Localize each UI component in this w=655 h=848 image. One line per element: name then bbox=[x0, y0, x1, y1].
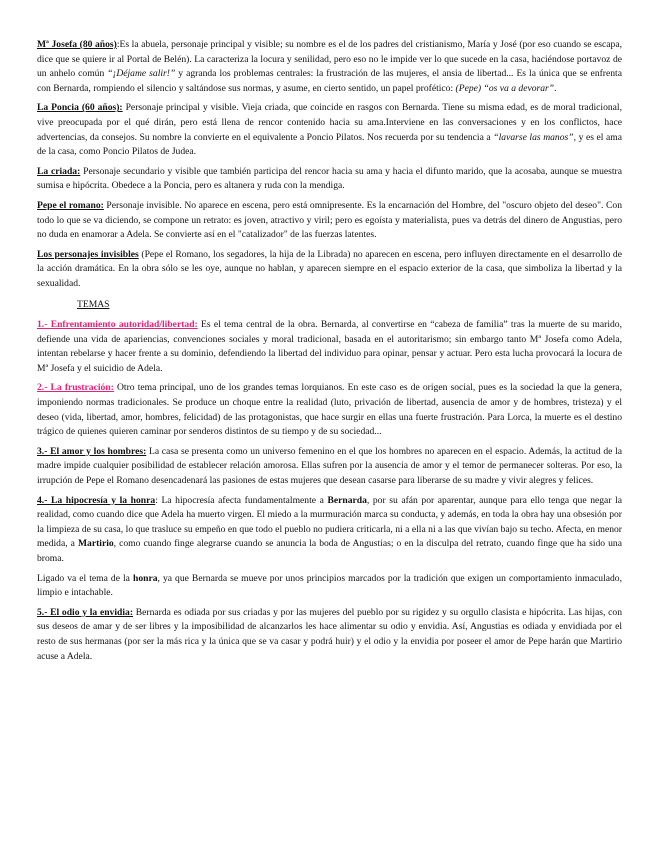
text: Personaje principal y visible. Vieja criada, que coincide en rasgos con Bernarda. Tiene su misma edad, es de moral tradicional, vive preocupada por el qué dirán, pero está llena de rencor contenido hacia su ama.Interviene en las conversaciones y en los conflictos, hace advertencias, da consejos. Su nombre la convierte en el equivalente a Poncio Pilatos. Nos recuerda por su tendencia a bbox=[37, 102, 622, 143]
quote: “¡Déjame salir!” bbox=[107, 68, 176, 80]
paragraph-tema-1 bbox=[37, 318, 622, 376]
paragraph-invisibles bbox=[37, 248, 622, 292]
heading-maria-josefa: Mª Josefa (80 años) bbox=[37, 39, 117, 50]
bold-term: Martirio bbox=[77, 538, 114, 550]
text: Ligado va el tema de la bbox=[37, 572, 133, 584]
heading-criada: La criada: bbox=[37, 165, 81, 177]
text: Es el tema central de la obra. Bernarda, al convertirse en “cabeza de familia” tras la muerte de su marido, defiende una vida de apariencias, convenciones sociales y moral tradicional, basada en el autoritarismo; sin embargo tanto Mª Josefa como Adela, intentan rebelarse y hacer frente a su dominio, defendiendo la libertad del individuo para opinar, pensar y actuar. Pero esta lucha provocará la locura de Mª Josefa y el suicidio de Adela. bbox=[37, 319, 623, 374]
bold-term: honra bbox=[132, 572, 158, 584]
paragraph-tema-2 bbox=[37, 381, 622, 439]
text: Otro tema principal, uno de los grandes temas lorquianos. En este caso es de origen social, pues es la sociedad la que la genera, imponiendo normas tradicionales. Se produce un choque entre la realidad (luto, privación de libertad, ausencia de amor y de hombres, tristeza) y el deseo (vida, libertad, amor, hombres, felicidad) de las protagonistas, que hace surgir en ellas una fuerte frustración. Para Lorca, la muerte es el destino trágico de quienes quieren caminar por senderos distintos de su tiempo y de su sociedad... bbox=[37, 382, 622, 438]
heading-tema-4: 4.- La hipocresía y la honra bbox=[37, 494, 156, 506]
text: (Pepe el Romano, los segadores, la hija de la Librada) no aparecen en escena, pero influyen directamente en el desarrollo de la acción dramática. En la obra sólo se les oye, aunque no hablan, y aparecen siempre en el espacio exterior de la casa, que simboliza la libertad y la sexualidad. bbox=[37, 248, 622, 289]
heading-tema-3: 3.- El amor y los hombres: bbox=[37, 445, 147, 457]
paragraph-tema-4 bbox=[37, 494, 622, 567]
heading-invisibles: Los personajes invisibles bbox=[37, 248, 139, 260]
heading-tema-1: 1.- Enfrentamiento autoridad/libertad: bbox=[37, 319, 198, 331]
heading-tema-2: 2.- La frustración: bbox=[37, 382, 114, 394]
paragraph-pepe bbox=[37, 199, 622, 243]
text: La casa se presenta como un universo femenino en el que los hombres no aparecen en el espacio. Además, la actitud de la madre impide cualquier posibilidad de establecer relación amorosa. Ellas sufren por la ausencia de amor y el temor de permanecer solteras. Por eso, la irrupción de Pepe el Romano desencadenará las pasiones de estas mujeres que desean casarse para liberarse de su madre y vivir alegres y felices. bbox=[37, 445, 622, 487]
text: , por su afán por aparentar, aunque para ello tenga que negar la realidad, como cuando dice que Adela ha muerto virgen. El miedo a la murmuración marca su conducta, y además, en toda la obra hay una obsesión por la limpieza de su casa, lo que trasluce su empeño en que todo el pueblo no pudiera criticarla, ni a ella ni a las que vivían bajo su techo. Afecta, en menor medida, a bbox=[37, 494, 622, 550]
heading-pepe: Pepe el romano: bbox=[37, 199, 104, 211]
text: y agranda los problemas centrales: la frustración de las mujeres, el ansia de libertad... Es la única que se enfrenta con Bernarda, rompiendo el silencio y saltándose sus normas, y asume, en cierto sentido, un papel profético: bbox=[37, 68, 622, 94]
paragraph-maria-josefa bbox=[37, 38, 622, 96]
text: , como cuando finge alegrarse cuando se anuncia la boda de Angustias; o en la disculpa del retrato, cuando finge que ha sido una broma. bbox=[37, 538, 622, 564]
text: :Es la abuela, personaje principal y visible; su nombre es el de los padres del cristianismo, María y José (por eso cuando se escapa, dice que se quiere ir al Portal de Belén). La caracteriza la locura y senilidad, pero eso no le impide ver lo que sucede en la casa, haciéndose portavoz de un anhelo común bbox=[37, 39, 622, 80]
text: Personaje invisible. No aparece en escena, pero está omnipresente. Es la encarnación del Hombre, del "oscuro objeto del deseo". Con todo lo que se va diciendo, se compone un retrato: es joven, atractivo y viril; pero es egoísta y materialista, pues va detrás del dinero de Angustias, pero no duda en enamorar a Adela. Se convierte así en el "catalizador" de las fuerzas latentes. bbox=[37, 199, 622, 241]
paragraph-poncia bbox=[37, 101, 622, 159]
paragraph-tema-5 bbox=[37, 606, 622, 664]
paragraph-criada bbox=[37, 165, 622, 194]
heading-poncia: La Poncia (60 años): bbox=[37, 102, 123, 114]
text: , y es el ama de la casa, como Poncio Pilatos de Judea. bbox=[37, 131, 623, 158]
document-page bbox=[37, 38, 622, 669]
text: Personaje secundario y visible que también participa del rencor hacia su ama y hacia el difunto marido, que la acosaba, aunque se muestra sumisa e hipócrita. Obedece a la Poncia, pero es altanera y ruda con la mendiga. bbox=[37, 165, 622, 192]
section-title-temas: TEMAS bbox=[77, 298, 110, 310]
heading-tema-5: 5.- El odio y la envidia: bbox=[37, 606, 134, 618]
quote: “lavarse las manos” bbox=[493, 131, 574, 143]
quote: (Pepe) “os va a devorar” bbox=[455, 82, 555, 94]
text: , ya que Bernarda se mueve por unos principios marcados por la tradición que exigen un comportamiento inmaculado, limpio e intachable. bbox=[37, 572, 623, 599]
text: Bernarda es odiada por sus criadas y por las mujeres del pueblo por su rigidez y su orgullo clasista e hipócrita. Las hijas, con sus deseos de amar y de ser libres y la imposibilidad de alcanzarlos les hace alimentar su odio y envidia. Así, Angustias es odiada y envidiada por el resto de sus hermanas (por ser la más rica y la única que se va casar y podrá huir) y el odio y la envidia por poseer el amor de Pepe harán que Martirio acuse a Adela. bbox=[37, 606, 622, 662]
bold-term: Bernarda bbox=[327, 494, 367, 506]
text: : La hipocresía afecta fundamentalmente a bbox=[155, 494, 328, 506]
paragraph-honra bbox=[37, 572, 622, 601]
paragraph-tema-3 bbox=[37, 445, 622, 489]
text: . bbox=[554, 82, 557, 94]
